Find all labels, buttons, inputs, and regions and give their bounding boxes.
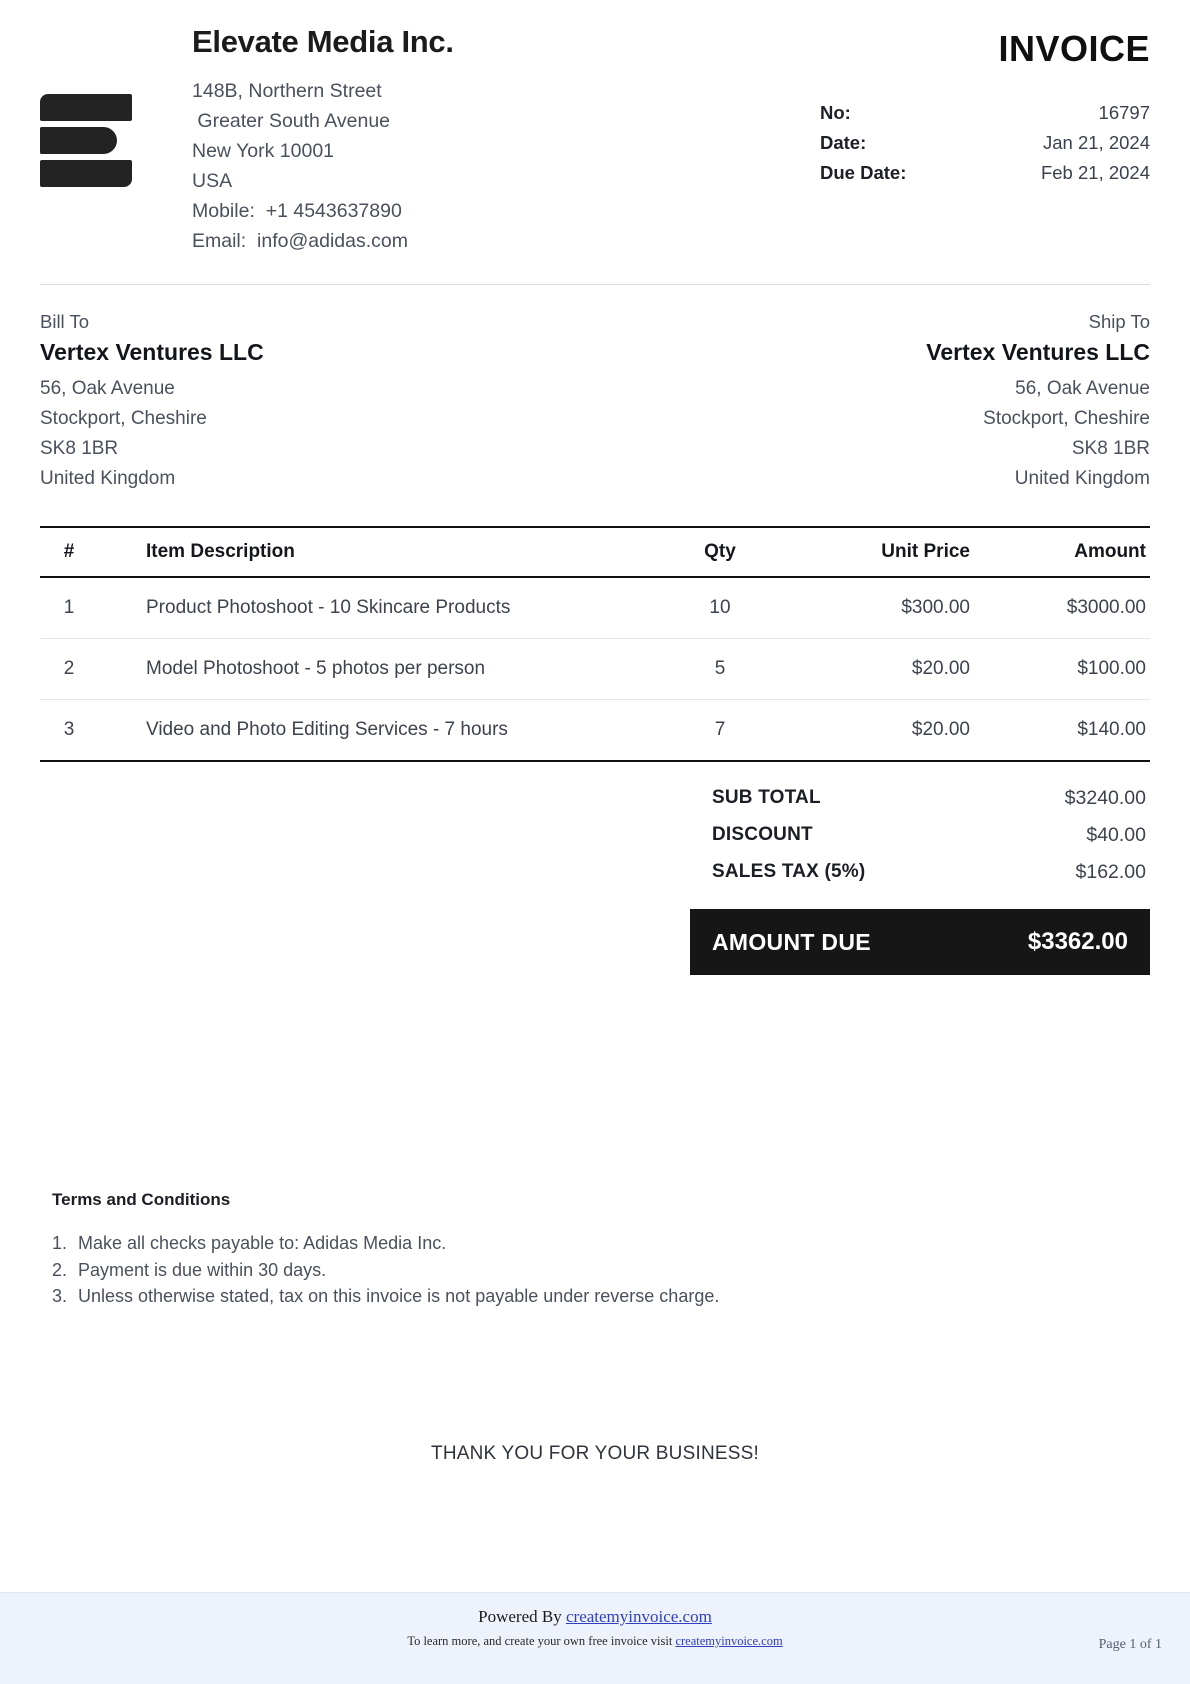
subtotal-label: SUB TOTAL <box>712 787 821 808</box>
ship-to-line-4: United Kingdom <box>1014 468 1150 489</box>
page-number: Page 1 of 1 <box>1098 1637 1162 1652</box>
company-address-line-3: New York 10001 <box>192 140 335 162</box>
learn-more-line <box>0 1634 1190 1649</box>
thank-you-message: THANK YOU FOR YOUR BUSINESS! <box>431 1443 759 1464</box>
table-header-row <box>40 527 1150 577</box>
table-row <box>40 639 1150 700</box>
company-details <box>132 22 454 256</box>
row-unit-price: $20.00 <box>780 700 970 762</box>
terms-section <box>52 1190 952 1310</box>
row-unit-price: $20.00 <box>780 639 970 700</box>
terms-item-text: Unless otherwise stated, tax on this invoice is not payable under reverse charge. <box>78 1286 720 1306</box>
logo-bar-bottom <box>40 160 132 187</box>
invoice-header <box>0 0 1190 256</box>
row-index: 2 <box>40 639 98 700</box>
row-index: 3 <box>40 700 98 762</box>
terms-item <box>52 1230 952 1257</box>
amount-due-label: AMOUNT DUE <box>712 928 871 955</box>
invoice-number-row <box>820 98 1150 128</box>
company-name: Elevate Media Inc. <box>192 24 454 59</box>
table-row <box>40 700 1150 762</box>
bill-to-line-1: 56, Oak Avenue <box>40 378 175 399</box>
table-body <box>40 577 1150 761</box>
bill-to-block <box>40 311 264 494</box>
bill-to-caption: Bill To <box>40 311 90 332</box>
sales-tax-value: $162.00 <box>1075 861 1146 883</box>
row-description: Product Photoshoot - 10 Skincare Products <box>98 577 660 639</box>
discount-row <box>690 817 1150 854</box>
row-qty: 5 <box>660 639 780 700</box>
totals-section <box>0 780 1150 975</box>
row-index: 1 <box>40 577 98 639</box>
bill-to-line-2: Stockport, Cheshire <box>40 408 207 429</box>
invoice-meta-block <box>820 22 1150 256</box>
row-amount: $140.00 <box>970 700 1150 762</box>
invoice-due-date-label: Due Date: <box>820 162 907 183</box>
totals-box <box>690 780 1150 975</box>
invoice-date-label: Date: <box>820 132 867 153</box>
ship-to-line-2: Stockport, Cheshire <box>983 408 1150 429</box>
powered-by-line <box>0 1607 1190 1627</box>
company-email: Email: info@adidas.com <box>192 230 408 252</box>
ship-to-line-3: SK8 1BR <box>1071 438 1150 459</box>
column-header-qty: Qty <box>660 527 780 577</box>
row-qty: 7 <box>660 700 780 762</box>
invoice-due-date-row <box>820 158 1150 188</box>
footer-center <box>0 1593 1190 1649</box>
terms-list <box>52 1230 952 1310</box>
learn-more-link[interactable]: createmyinvoice.com <box>675 1634 783 1648</box>
terms-item-number: 3. <box>52 1286 68 1306</box>
company-address-line-2: Greater South Avenue <box>192 110 391 132</box>
row-amount: $3000.00 <box>970 577 1150 639</box>
company-address-line-4: USA <box>192 170 233 192</box>
terms-item <box>52 1257 952 1284</box>
invoice-due-date-value: Feb 21, 2024 <box>1040 162 1150 183</box>
line-items-table <box>40 526 1150 762</box>
invoice-title: INVOICE <box>998 28 1150 69</box>
logo-bar-middle <box>40 127 117 154</box>
row-description: Video and Photo Editing Services - 7 hours <box>98 700 660 762</box>
invoice-date-value: Jan 21, 2024 <box>1043 132 1150 153</box>
bill-to-name: Vertex Ventures LLC <box>40 339 264 365</box>
footer-bar <box>0 1592 1190 1684</box>
terms-item <box>52 1283 952 1310</box>
invoice-number-label: No: <box>820 102 851 123</box>
company-address-line-1: 148B, Northern Street <box>192 80 382 102</box>
invoice-date-row <box>820 128 1150 158</box>
column-header-index: # <box>40 527 98 577</box>
bill-to-line-3: SK8 1BR <box>40 438 119 459</box>
powered-by-link[interactable]: createmyinvoice.com <box>565 1607 712 1626</box>
terms-item-number: 2. <box>52 1259 68 1280</box>
ship-to-name: Vertex Ventures LLC <box>926 339 1150 365</box>
amount-due-value: $3362.00 <box>1027 928 1128 955</box>
logo-bar-top <box>40 94 132 121</box>
sales-tax-label: SALES TAX (5%) <box>712 861 866 882</box>
ship-to-block <box>926 311 1150 494</box>
terms-item-text: Make all checks payable to: Adidas Media Inc. <box>78 1233 447 1253</box>
discount-label: DISCOUNT <box>712 824 813 845</box>
company-block <box>40 22 820 256</box>
row-amount: $100.00 <box>970 639 1150 700</box>
powered-by-prefix: Powered By <box>478 1607 566 1626</box>
row-unit-price: $300.00 <box>780 577 970 639</box>
sales-tax-row <box>690 854 1150 891</box>
table-row <box>40 577 1150 639</box>
invoice-number-value: 16797 <box>1098 102 1150 123</box>
column-header-unit-price: Unit Price <box>780 527 970 577</box>
subtotal-value: $3240.00 <box>1064 787 1146 809</box>
column-header-description: Item Description <box>98 527 660 577</box>
terms-title: Terms and Conditions <box>52 1190 231 1209</box>
terms-item-text: Payment is due within 30 days. <box>78 1259 327 1280</box>
discount-value: $40.00 <box>1086 824 1146 846</box>
learn-more-prefix: To learn more, and create your own free invoice visit <box>407 1634 676 1648</box>
ship-to-line-1: 56, Oak Avenue <box>1015 378 1150 399</box>
column-header-amount: Amount <box>970 527 1150 577</box>
bill-to-line-4: United Kingdom <box>40 468 176 489</box>
company-mobile: Mobile: +1 4543637890 <box>192 200 402 222</box>
address-section <box>0 285 1190 494</box>
row-description: Model Photoshoot - 5 photos per person <box>98 639 660 700</box>
row-qty: 10 <box>660 577 780 639</box>
ship-to-caption: Ship To <box>1088 311 1150 332</box>
amount-due-banner <box>690 909 1150 975</box>
elevate-e-logo-icon <box>40 22 132 187</box>
table-header <box>40 527 1150 577</box>
subtotal-row <box>690 780 1150 817</box>
terms-item-number: 1. <box>52 1233 68 1253</box>
